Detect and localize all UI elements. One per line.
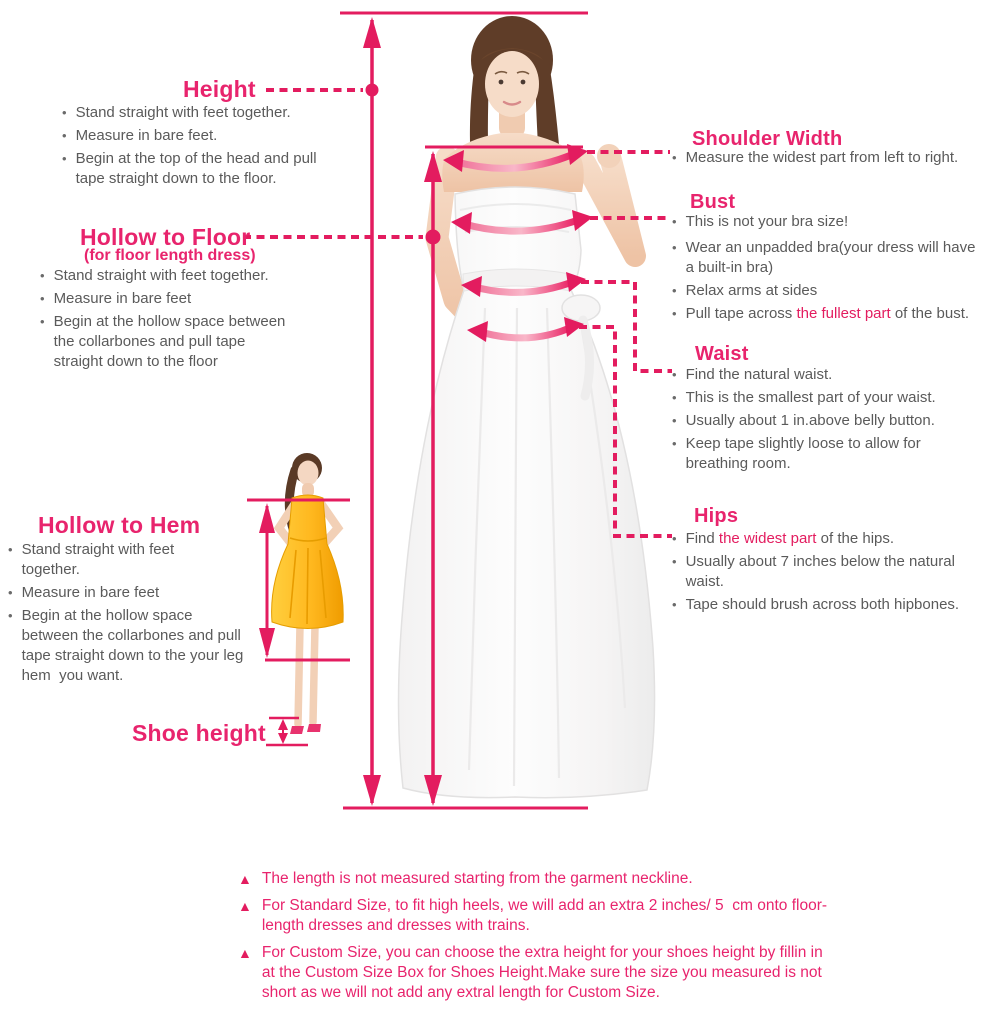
list-item: • Measure in bare feet — [8, 584, 160, 601]
hollow-to-hem-bullets — [8, 540, 252, 689]
shoulder-width-title: Shoulder Width — [692, 128, 843, 150]
bullet-icon: • — [672, 240, 677, 255]
list-item: • Stand straight with feet together. — [40, 267, 269, 284]
list-item: • Measure the widest part from left to right. — [672, 149, 959, 166]
highlight-text: the fullest part — [796, 305, 891, 322]
hips-arc-arrow-left — [467, 321, 488, 342]
note-item: ▲ For Standard Size, to fit high heels, we will add an extra 2 inches/ 5 cm onto floor-length dresses and dresses with trains. — [238, 897, 828, 934]
hips-title: Hips — [694, 505, 739, 527]
note-item: ▲ For Custom Size, you can choose the extra height for your shoes height by fillin in at the Custom Size Box for Shoes Height.Make sure the size you measured is not short as we will not add any extral length for Custom Size. — [238, 944, 828, 1001]
highlight-text: the widest part — [718, 530, 817, 547]
hips-connector-dash — [579, 327, 672, 536]
list-item: • Measure in bare feet. — [62, 127, 218, 144]
list-item: • Tape should brush across both hipbones. — [672, 596, 960, 613]
list-item: • Stand straight with feet together. — [8, 541, 179, 578]
bullet-icon: • — [8, 608, 13, 623]
bullet-icon: • — [672, 597, 677, 612]
shoe-height-title: Shoe height — [132, 720, 266, 746]
bullet-icon: • — [672, 413, 677, 428]
triangle-icon: ▲ — [238, 945, 252, 961]
hem-arrow-up — [259, 503, 275, 533]
bust-tape-arc — [461, 219, 581, 231]
hollow-arrow-up — [424, 151, 442, 182]
bullet-icon: • — [62, 151, 67, 166]
bullet-icon: • — [40, 268, 45, 283]
bullet-icon: • — [672, 306, 677, 321]
footer-notes — [238, 869, 830, 1010]
height-title: Height — [183, 76, 256, 102]
waist-arc-arrow-left — [461, 276, 482, 297]
shoulder-width-bullets — [672, 148, 990, 171]
bust-bullets — [672, 212, 984, 327]
list-item: • Relax arms at sides — [672, 282, 818, 299]
hollow-arrow-down — [424, 775, 442, 806]
list-item: • Find the widest part of the hips. — [672, 530, 895, 547]
shoulder-tape-arc — [453, 153, 576, 168]
bullet-icon: • — [8, 542, 13, 557]
note-item: ▲ The length is not measured starting from the garment neckline. — [238, 870, 693, 887]
list-item: • Find the natural waist. — [672, 366, 833, 383]
triangle-icon: ▲ — [238, 898, 252, 914]
shoe-arrow-down — [278, 733, 288, 744]
bust-title: Bust — [690, 191, 736, 213]
bullet-icon: • — [672, 367, 677, 382]
hollow-connector-dot — [426, 230, 441, 245]
waist-tape-arc — [471, 281, 575, 292]
list-item: • Measure in bare feet — [40, 290, 192, 307]
bullet-icon: • — [40, 291, 45, 306]
bullet-icon: • — [672, 531, 677, 546]
list-item: • Wear an unpadded bra(your dress will have a built-in bra) — [672, 239, 980, 276]
height-connector-dot — [366, 84, 379, 97]
list-item: • This is not your bra size! — [672, 213, 849, 230]
list-item: • This is the smallest part of your waist. — [672, 389, 936, 406]
bullet-icon: • — [672, 554, 677, 569]
hollow-to-floor-subtitle: (for floor length dress) — [84, 247, 256, 264]
list-item: • Begin at the hollow space between the collarbones and pull tape straight down to the your leg hem you want. — [8, 607, 248, 684]
bullet-icon: • — [672, 214, 677, 229]
list-item: • Pull tape across the fullest part of the bust. — [672, 305, 970, 322]
triangle-icon: ▲ — [238, 871, 252, 887]
list-item: • Usually about 7 inches below the natural waist. — [672, 553, 960, 590]
bullet-icon: • — [672, 436, 677, 451]
bullet-icon: • — [40, 314, 45, 329]
bullet-icon: • — [672, 283, 677, 298]
hollow-to-hem-title: Hollow to Hem — [38, 512, 201, 538]
list-item: • Keep tape slightly loose to allow for breathing room. — [672, 435, 925, 472]
waist-bullets — [672, 365, 984, 477]
list-item: • Begin at the hollow space between the collarbones and pull tape straight down to the floor — [40, 313, 290, 370]
shoulder-arc-arrow-left — [443, 150, 464, 172]
height-arrow-down — [363, 775, 381, 806]
bullet-icon: • — [62, 128, 67, 143]
list-item: • Begin at the top of the head and pull tape straight down to the floor. — [62, 150, 321, 187]
hollow-to-floor-bullets — [40, 266, 296, 375]
hips-tape-arc — [477, 326, 574, 338]
waist-title: Waist — [695, 343, 749, 365]
bullet-icon: • — [62, 105, 67, 120]
hollow-to-floor-title: Hollow to Floor — [80, 224, 251, 250]
height-bullets — [62, 103, 330, 192]
bullet-icon: • — [672, 390, 677, 405]
bullet-icon: • — [8, 585, 13, 600]
list-item: • Usually about 1 in.above belly button. — [672, 412, 935, 429]
bullet-icon: • — [672, 150, 677, 165]
list-item: • Stand straight with feet together. — [62, 104, 291, 121]
hem-arrow-down — [259, 628, 275, 658]
hips-bullets — [672, 529, 994, 618]
shoe-arrow-up — [278, 719, 288, 730]
bust-arc-arrow-right — [572, 210, 593, 231]
bust-arc-arrow-left — [451, 212, 472, 234]
height-arrow-up — [363, 17, 381, 48]
